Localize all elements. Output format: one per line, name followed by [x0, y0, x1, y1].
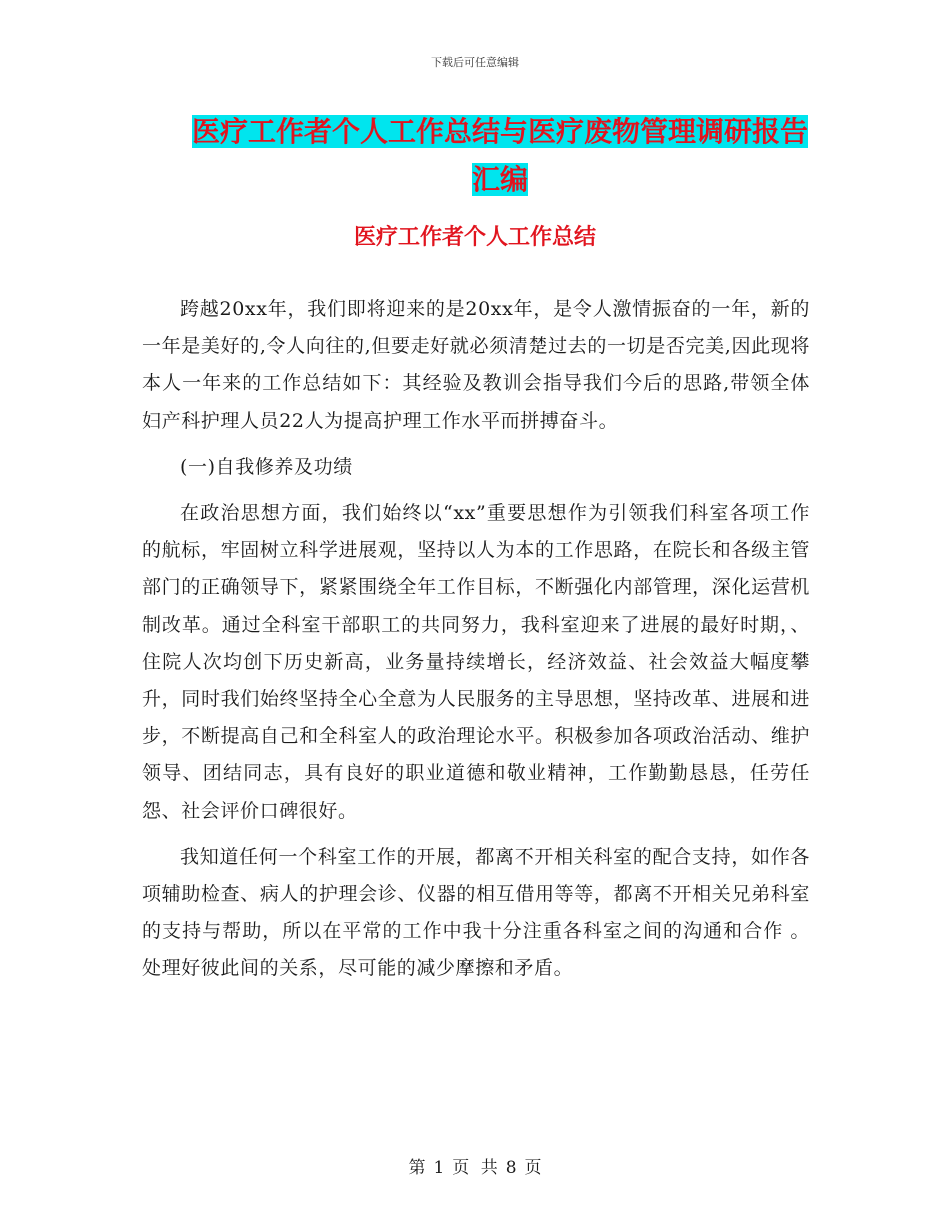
footer-current-page: 1 [433, 1158, 445, 1178]
section-title: 医疗工作者个人工作总结 [353, 225, 596, 250]
paragraph-intro: 跨越20xx年，我们即将迎来的是20xx年，是令人激情振奋的一年，新的一年是美好的,令人向往的,但要走好就必须清楚过去的一切是否完美,因此现将本人一年来的工作总结如下：其经验及教训会指导我们今后的思路,带领全体妇产科护理人员22人为提高护理工作水平而拼搏奋斗。 [142, 298, 810, 432]
footer-prefix: 第 [408, 1158, 426, 1178]
footer-middle: 页 共 [452, 1158, 498, 1178]
paragraph-cooperation: 我知道任何一个科室工作的开展，都离不开相关科室的配合支持，如作各项辅助检查、病人的护理会诊、仪器的相互借用等等，都离不开相关兄弟科室的支持与帮助，所以在平常的工作中我十分注重各科室之间的沟通和合作 。处理好彼此间的关系，尽可能的减少摩擦和矛盾。 [142, 845, 810, 980]
page-footer [0, 1153, 950, 1178]
header-note: 下载后可任意编辑 [431, 56, 519, 69]
document-title-text: 医疗工作者个人工作总结与医疗废物管理调研报告汇编 [191, 115, 808, 196]
document-body [142, 291, 810, 988]
document-title [190, 108, 810, 204]
footer-total-pages: 8 [505, 1158, 517, 1178]
subheading-self-cultivation: (一)自我修养及功绩 [180, 455, 353, 478]
footer-suffix: 页 [524, 1158, 542, 1178]
paragraph-political-thought: 在政治思想方面，我们始终以“xx”重要思想作为引领我们科室各项工作的航标，牢固树立科学进展观，坚持以人为本的工作思路，在院长和各级主管部门的正确领导下，紧紧围绕全年工作目标，不断强化内部管理，深化运营机制改革。通过全科室干部职工的共同努力，我科室迎来了进展的最好时期，、住院人次均创下历史新高，业务量持续增长，经济效益、社会效益大幅度攀升，同时我们始终坚持全心全意为人民服务的主导思想，坚持改革、进展和进步，不断提高自己和全科室人的政治理论水平。积极参加各项政治活动、维护领导、团结同志，具有良好的职业道德和敬业精神，工作勤勤恳恳，任劳任怨、社会评价口碑很好。 [142, 502, 810, 822]
